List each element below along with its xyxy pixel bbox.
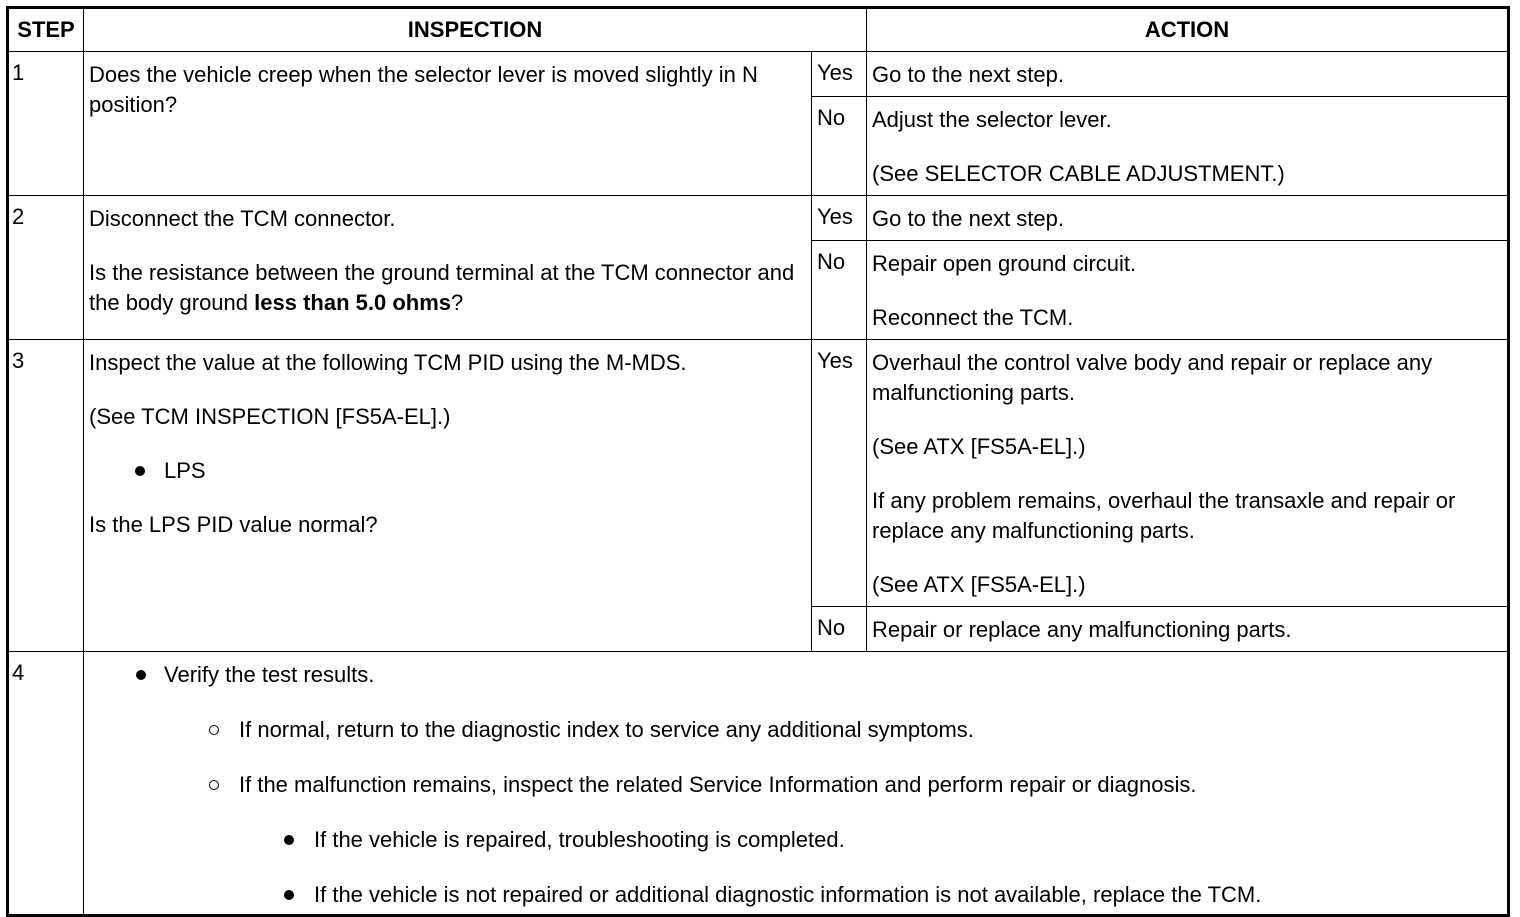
table-row	[8, 52, 1509, 97]
yes-label: Yes	[812, 340, 867, 607]
action-text: If any problem remains, overhaul the transaxle and repair or replace any malfunctioning parts.	[872, 488, 1456, 543]
inspection-text-part: ?	[451, 290, 464, 315]
sub-bullet-item: If the malfunction remains, inspect the related Service Information and perform repair or diagnosis.	[84, 770, 1501, 800]
yes-label: Yes	[812, 196, 867, 241]
action-text: Adjust the selector lever.	[872, 107, 1112, 132]
action-text: Reconnect the TCM.	[872, 305, 1074, 330]
action-text: Overhaul the control valve body and repair or replace any malfunctioning parts.	[872, 350, 1433, 405]
bullet-item: LPS	[89, 456, 805, 486]
step-number: 3	[8, 340, 84, 652]
action-cell	[867, 52, 1509, 97]
action-cell	[867, 340, 1509, 607]
inspection-cell	[84, 340, 812, 652]
inspection-text-part: Is the resistance between the ground terminal at the TCM connector and the body ground	[89, 260, 795, 315]
yes-label: Yes	[812, 52, 867, 97]
action-text: Go to the next step.	[872, 62, 1065, 87]
inspection-text: Disconnect the TCM connector.	[89, 206, 396, 231]
action-text: (See ATX [FS5A-EL].)	[872, 434, 1086, 459]
table-row	[8, 652, 1509, 916]
step-number: 4	[8, 652, 84, 916]
step-number: 2	[8, 196, 84, 340]
step-number: 1	[8, 52, 84, 196]
diagnostic-table	[6, 6, 1510, 917]
action-text: Repair or replace any malfunctioning parts.	[872, 617, 1292, 642]
sub-sub-bullet-item: If the vehicle is repaired, troubleshooting is completed.	[84, 825, 1501, 855]
header-step: STEP	[8, 8, 84, 52]
table-row	[8, 340, 1509, 607]
action-text: Repair open ground circuit.	[872, 251, 1137, 276]
inspection-text: Is the LPS PID value normal?	[89, 512, 378, 537]
header-inspection: INSPECTION	[84, 8, 867, 52]
table-row	[8, 196, 1509, 241]
inspection-text: Does the vehicle creep when the selector lever is moved slightly in N position?	[89, 62, 758, 117]
header-action: ACTION	[867, 8, 1509, 52]
header-row	[8, 8, 1509, 52]
inspection-cell	[84, 196, 812, 340]
inspection-text: (See TCM INSPECTION [FS5A-EL].)	[89, 404, 451, 429]
sub-sub-bullet-item: If the vehicle is not repaired or additional diagnostic information is not available, replace the TCM.	[84, 880, 1501, 910]
no-label: No	[812, 607, 867, 652]
no-label: No	[812, 241, 867, 340]
inspection-text	[89, 258, 805, 318]
inspection-cell	[84, 52, 812, 196]
action-text: (See SELECTOR CABLE ADJUSTMENT.)	[872, 161, 1285, 186]
action-text: (See ATX [FS5A-EL].)	[872, 572, 1086, 597]
verification-cell	[84, 652, 1509, 916]
action-cell	[867, 241, 1509, 340]
action-cell	[867, 607, 1509, 652]
action-text: Go to the next step.	[872, 206, 1065, 231]
action-cell	[867, 97, 1509, 196]
inspection-text: Inspect the value at the following TCM PID using the M-MDS.	[89, 350, 687, 375]
sub-bullet-item: If normal, return to the diagnostic index to service any additional symptoms.	[84, 715, 1501, 745]
bullet-item: Verify the test results.	[84, 660, 1501, 690]
no-label: No	[812, 97, 867, 196]
action-cell	[867, 196, 1509, 241]
inspection-text-emphasis: less than 5.0 ohms	[254, 290, 452, 315]
